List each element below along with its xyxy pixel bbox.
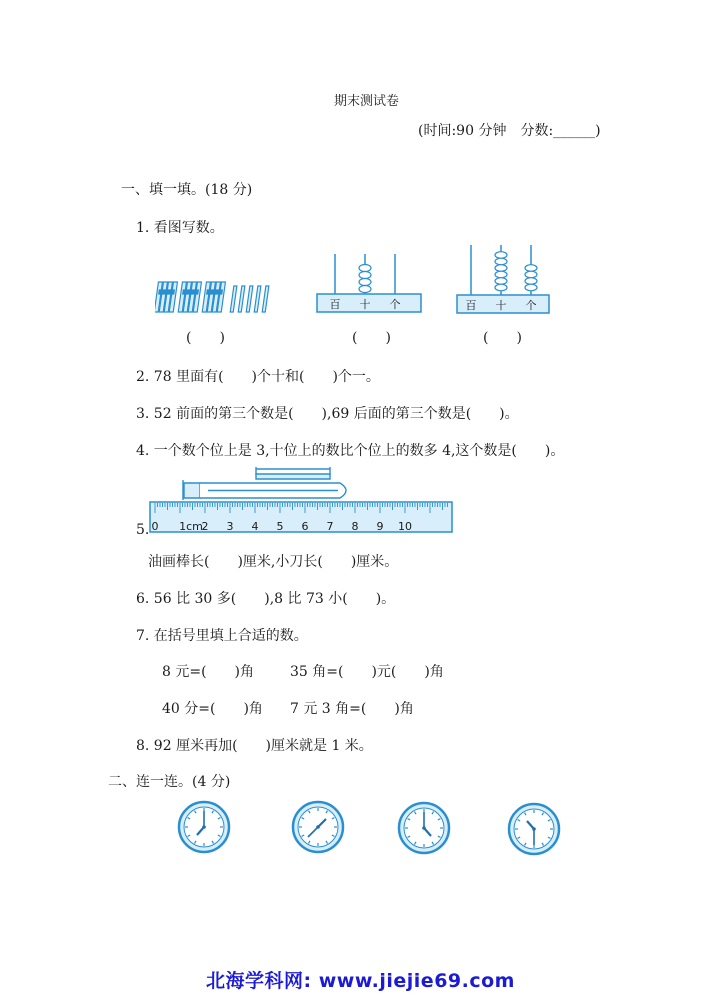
ruler-label-9: 9 (376, 520, 384, 533)
abacus-2 (455, 243, 551, 317)
ruler-label-2: 2 (201, 520, 209, 533)
question-1-blank-c[interactable]: ( ) (483, 330, 522, 346)
abacus-1 (315, 252, 423, 316)
abacus-1-label-tens: 十 (359, 298, 371, 311)
abacus-1-label-hundreds: 百 (329, 298, 341, 311)
footer-website[interactable]: 北海学科网: www.jiejie69.com (206, 970, 515, 992)
question-7-b: 35 角=( )元( )角 (290, 664, 444, 680)
abacus-2-label-hundreds: 百 (465, 299, 477, 312)
clock-icon-3 (396, 800, 452, 856)
stick-bundles-figure (155, 278, 280, 318)
abacus-2-label-tens: 十 (495, 299, 507, 312)
knife-icon (256, 467, 330, 479)
ruler-label-7: 7 (326, 520, 334, 533)
abacus-1-beads (359, 265, 371, 293)
question-5-number: 5. (136, 522, 150, 538)
crayon-icon (183, 480, 346, 500)
stick-bundle-1 (155, 282, 177, 312)
stick-bundle-3 (202, 282, 225, 312)
question-1-blank-a[interactable]: ( ) (186, 330, 225, 346)
ruler-label-3: 3 (226, 520, 234, 533)
question-7-a: 8 元=( )角 (162, 664, 255, 680)
question-7-label: 7. 在括号里填上合适的数。 (136, 628, 308, 644)
ruler-label-1: 1cm (179, 520, 203, 533)
question-5-answer: 油画棒长( )厘米,小刀长( )厘米。 (148, 554, 399, 570)
ruler-label-8: 8 (351, 520, 359, 533)
question-8: 8. 92 厘米再加( )厘米就是 1 米。 (136, 738, 373, 754)
question-1-label: 1. 看图写数。 (136, 220, 224, 236)
abacus-1-label-ones: 个 (389, 298, 401, 311)
stick-bundle-2 (178, 282, 201, 312)
clock-icon-4 (506, 801, 562, 857)
question-1-blank-b[interactable]: ( ) (352, 330, 391, 346)
question-3: 3. 52 前面的第三个数是( ),69 后面的第三个数是( )。 (136, 406, 519, 422)
question-4: 4. 一个数个位上是 3,十位上的数比个位上的数多 4,这个数是( )。 (136, 443, 565, 459)
ruler-label-6: 6 (301, 520, 309, 533)
question-7-d: 7 元 3 角=( )角 (290, 701, 414, 717)
time-score-line: (时间:90 分钟 分数:______) (418, 123, 601, 139)
single-sticks (230, 286, 269, 312)
question-2: 2. 78 里面有( )个十和( )个一。 (136, 369, 380, 385)
ruler-label-4: 4 (251, 520, 259, 533)
ruler-label-0: 0 (151, 520, 159, 533)
question-6: 6. 56 比 30 多( ),8 比 73 小( )。 (136, 591, 396, 607)
clock-icon-1 (176, 799, 232, 855)
section-2-heading: 二、连一连。(4 分) (108, 774, 231, 790)
abacus-2-label-ones: 个 (525, 299, 537, 312)
question-7-c: 40 分=( )角 (162, 701, 263, 717)
clock-icon-2 (290, 799, 346, 855)
ruler-label-10: 10 (398, 520, 412, 533)
ruler-figure (148, 466, 456, 538)
page-title: 期末测试卷 (334, 94, 400, 109)
ruler-label-5: 5 (276, 520, 284, 533)
section-1-heading: 一、填一填。(18 分) (121, 182, 253, 198)
